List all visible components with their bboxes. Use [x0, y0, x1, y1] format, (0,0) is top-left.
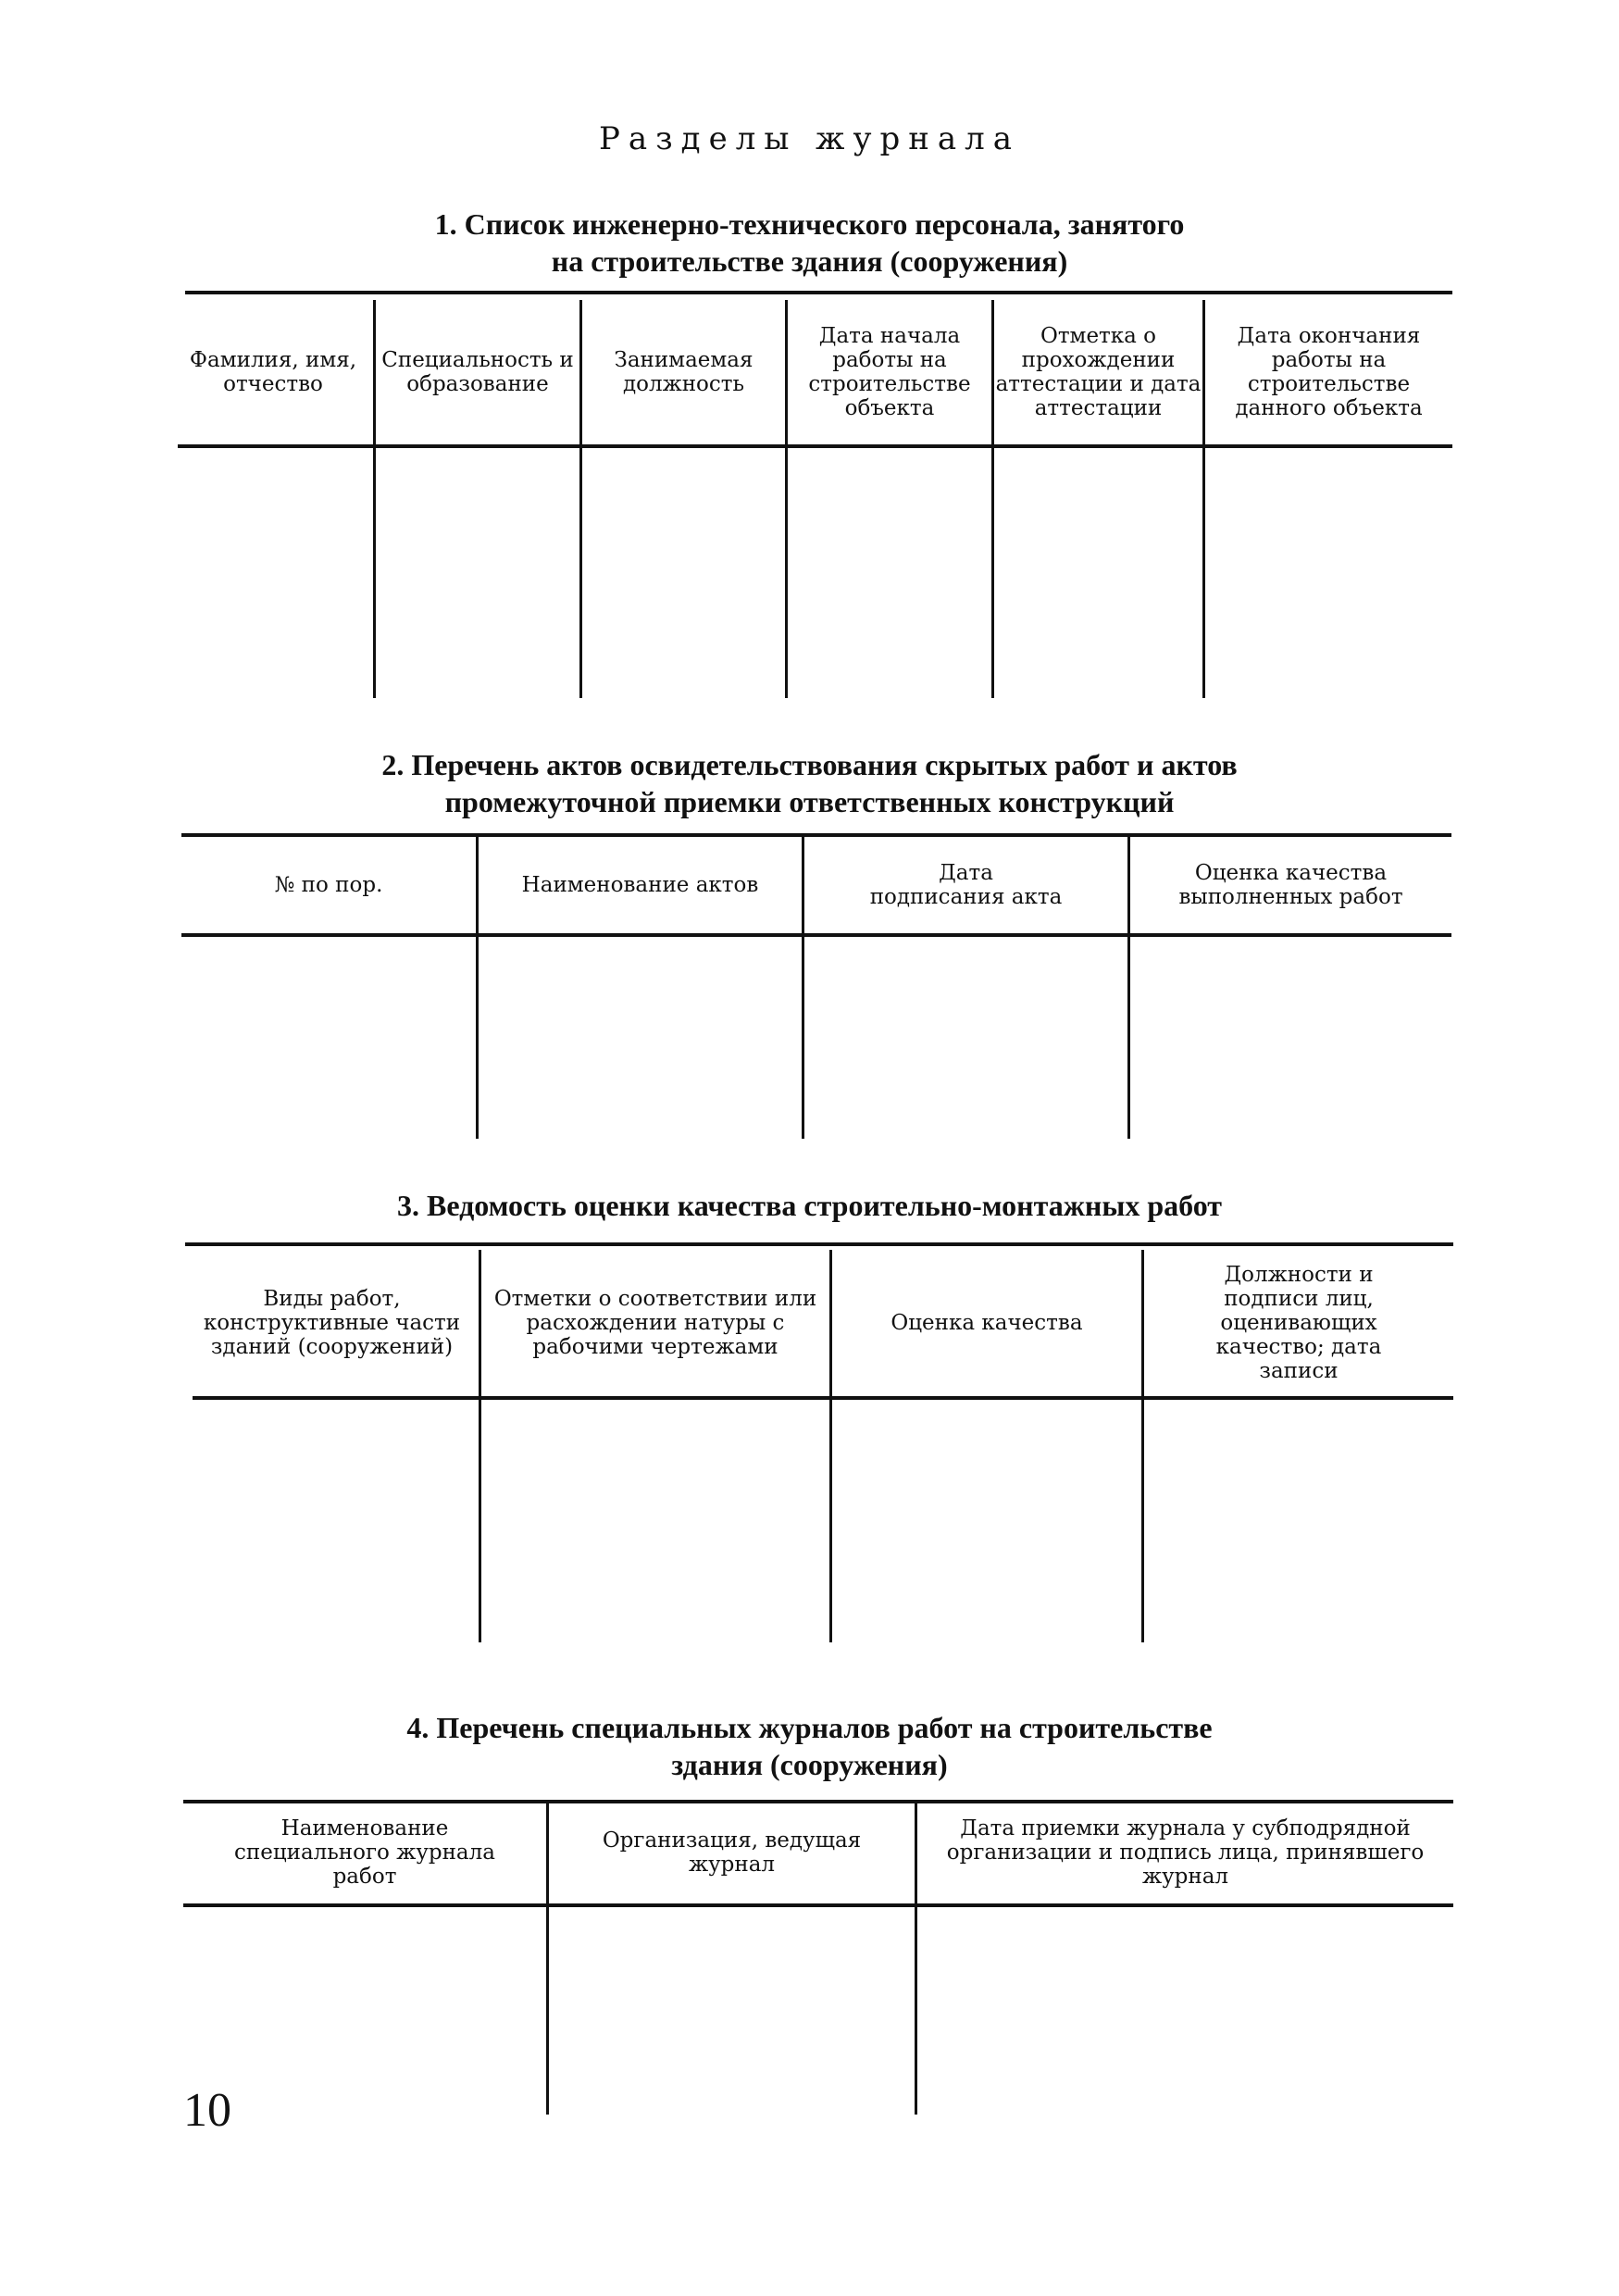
column-header: Наименование актов — [521, 873, 759, 897]
column-header: Дата окончания работы на строительстве данного объекта — [1235, 324, 1423, 420]
section-1-table — [185, 291, 1452, 698]
section-4-title-line2: здания (сооружения) — [671, 1748, 948, 1781]
section-2-title — [0, 746, 1619, 820]
section-4-table — [183, 1800, 1453, 2115]
column-header: Отметки о соответствии или расхождении натуры с рабочими чертежами — [493, 1287, 817, 1359]
column-header: Фамилия, имя, отчество — [189, 348, 357, 396]
column-header: Наименование специального журнала работ — [234, 1816, 495, 1889]
table-header-rule — [193, 1396, 1453, 1400]
section-2-title-line2: промежуточной приемки ответственных конструкций — [444, 785, 1175, 818]
page-heading: Разделы журнала — [598, 120, 1021, 157]
section-2-table — [181, 833, 1451, 1139]
section-1-title-line1: 1. Список инженерно-технического персонала, занятого — [434, 207, 1185, 241]
table-header-rule — [181, 933, 1451, 937]
page-number: 10 — [183, 2084, 231, 2137]
table-header-rule — [178, 444, 1452, 448]
column-header: Специальность и образование — [381, 348, 574, 396]
section-4-title-line1: 4. Перечень специальных журналов работ на строительстве — [406, 1711, 1213, 1744]
table-top-rule — [185, 291, 1452, 294]
section-1-title — [0, 206, 1619, 280]
table-top-rule — [183, 1800, 1453, 1803]
table-top-rule — [181, 833, 1451, 837]
column-header: Оценка качества выполненных работ — [1178, 861, 1403, 909]
section-2-title-line1: 2. Перечень актов освидетельствования скрытых работ и актов — [381, 748, 1238, 781]
section-1-title-line2: на строительстве здания (сооружения) — [551, 244, 1068, 278]
section-4-title — [0, 1709, 1619, 1783]
column-header: Должности и подписи лиц, оценивающих качество; дата записи — [1215, 1263, 1382, 1383]
column-header: Оценка качества — [890, 1311, 1083, 1335]
table-top-rule — [185, 1242, 1453, 1246]
column-header: Виды работ, конструктивные части зданий (сооружений) — [203, 1287, 461, 1359]
column-header: Занимаемая должность — [614, 348, 753, 396]
column-header: Дата подписания акта — [869, 861, 1063, 909]
column-header: Отметка о прохождении аттестации и дата аттестации — [995, 324, 1202, 420]
column-header: Дата начала работы на строительстве объекта — [808, 324, 971, 420]
column-header: Дата приемки журнала у субподрядной организации и подпись лица, принявшего журнал — [946, 1816, 1425, 1889]
section-3-title — [0, 1187, 1619, 1224]
column-header: № по пор. — [274, 873, 383, 897]
table-header-rule — [183, 1903, 1453, 1907]
column-header: Организация, ведущая журнал — [602, 1828, 862, 1877]
section-3-table — [185, 1242, 1453, 1642]
section-3-title-line1: 3. Ведомость оценки качества строительно-монтажных работ — [396, 1189, 1223, 1222]
